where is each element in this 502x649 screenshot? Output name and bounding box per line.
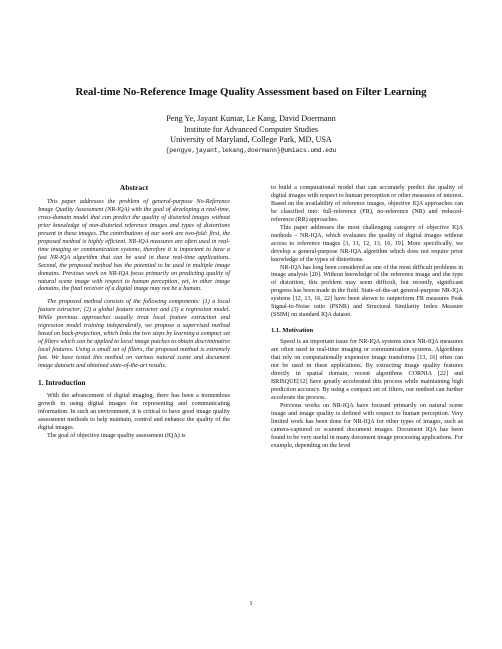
author-names: Peng Ye, Jayant Kumar, Le Kang, David Doermann (166, 114, 336, 123)
intro-paragraph: The goal of objective image quality assessment (IQA) is (47, 432, 186, 439)
affiliation-university: University of Maryland, College Park, MD, USA (170, 135, 332, 144)
motivation-heading: 1.1. Motivation (271, 327, 314, 335)
affiliation-institute: Institute for Advanced Computer Studies (183, 124, 319, 134)
introduction-heading: 1. Introduction (38, 378, 86, 388)
abstract-paragraph: This paper addresses the problem of general-purpose No-Reference Image Quality Assessment (NR-IQA) with the goal of developing a real-time, cross-domain model that can predict the quality of distorted images without prior knowledge of non-distorted reference images and types of distortions present in these images. The contributions of our work are two-fold: first, the proposed method is highly efficient. NR-IQA measures are often used in real-time imaging or communication systems, therefore it is important to have a fast NR-IQA algorithm that can be used in these real-time applications. Second, the proposed method has the potential to be used in multiple image domains. Previous work on NR-IQA focus primarily on predicting quality of natural scene image with respect to human perception, yet, in other image domains, the final receiver of a digital image may not be a human. (38, 199, 230, 293)
paper-title: Real-time No-Reference Image Quality Assessment based on Filter Learning (75, 86, 427, 98)
abstract-heading: Abstract (119, 183, 149, 192)
abstract-paragraph: The proposed method consists of the following components: (1) a local feature extractor; (2) a global feature extractor and (3) a regression model. While previous approaches usually treat local feature extraction and regression model training independently, we propose a supervised method based on back-projection, which links the two steps by learning a compact set of filters which can be applied to local image patches to obtain discriminative local features. Using a small set of filters, the proposed method is extremely fast. We have tested this method on various natural scene and document image datasets and obtained state-of-the-art results. (38, 299, 230, 370)
body-paragraph: This paper addresses the most challenging category of objective IQA methods – NR-IQA, which evaluates the quality of digital images without access to reference images [3, 11, 12, 13, 16, 19]. More specifically, we develop a general-purpose NR-IQA algorithm which does not require prior knowledge of the types of distortions. (271, 224, 463, 263)
author-email: {pengye,jayant,lekang,doermann}@umiacs.umd.edu (165, 146, 337, 154)
motivation-paragraph: Speed is an important issue for NR-IQA systems since NR-IQA measures are often used in real-time imaging or communication systems. Algorithms that rely on computationally expensive image transforms [13, 16] often can not be used in these applications. By extracting image quality features directly in spatial domain, recent algorithms CORNIA [22] and BRISQUE[12] have greatly accelerated this process while maintaining high prediction accuracy. By using a compact set of filters, our method can further accelerate the process. (271, 339, 463, 401)
body-paragraph: to build a computational model that can accurately predict the quality of digital images with respect to human perception or other measures of interest. Based on the availability of reference images, objective IQA approaches can be classified into: full-reference (FR), no-reference (NR) and reduced-reference (RR) approaches. (271, 185, 463, 223)
intro-paragraph: With the advancement of digital imaging, there has been a tremendous growth in using digital images for representing and communicating information. In such an environment, it is critical to have good image quality assessment methods to help maintain, control and enhance the quality of the digital images. (38, 393, 230, 431)
abstract-body (38, 199, 230, 371)
page-number: 1 (249, 600, 253, 607)
body-paragraph: NR-IQA has long been considered as one of the most difficult problems in image analysis [20]. Without knowledge of the reference image and the type of distortion, this problem may seem difficult, but recently, significant progress has been made in the field. State-of-the-art general-purpose NR-IQA systems [12, 13, 16, 22] have been shown to outperform FR measures Peak Signal-to-Noise ratio (PSNR) and Structural Similarity Index Measure (SSIM) on standard IQA dataset. (271, 264, 463, 319)
author-block (20, 114, 482, 156)
motivation-paragraph: Previous works on NR-IQA have focused primarily on natural scene image and image quality is defined with respect to human perception. Very limited work has been done for NR-IQA for other types of images, such as camera-captured or scanned document images. Document IQA has been found to be very useful in many document image processing applications. For example, depending on the level (271, 402, 463, 449)
left-column (38, 183, 230, 441)
right-column (271, 185, 463, 451)
